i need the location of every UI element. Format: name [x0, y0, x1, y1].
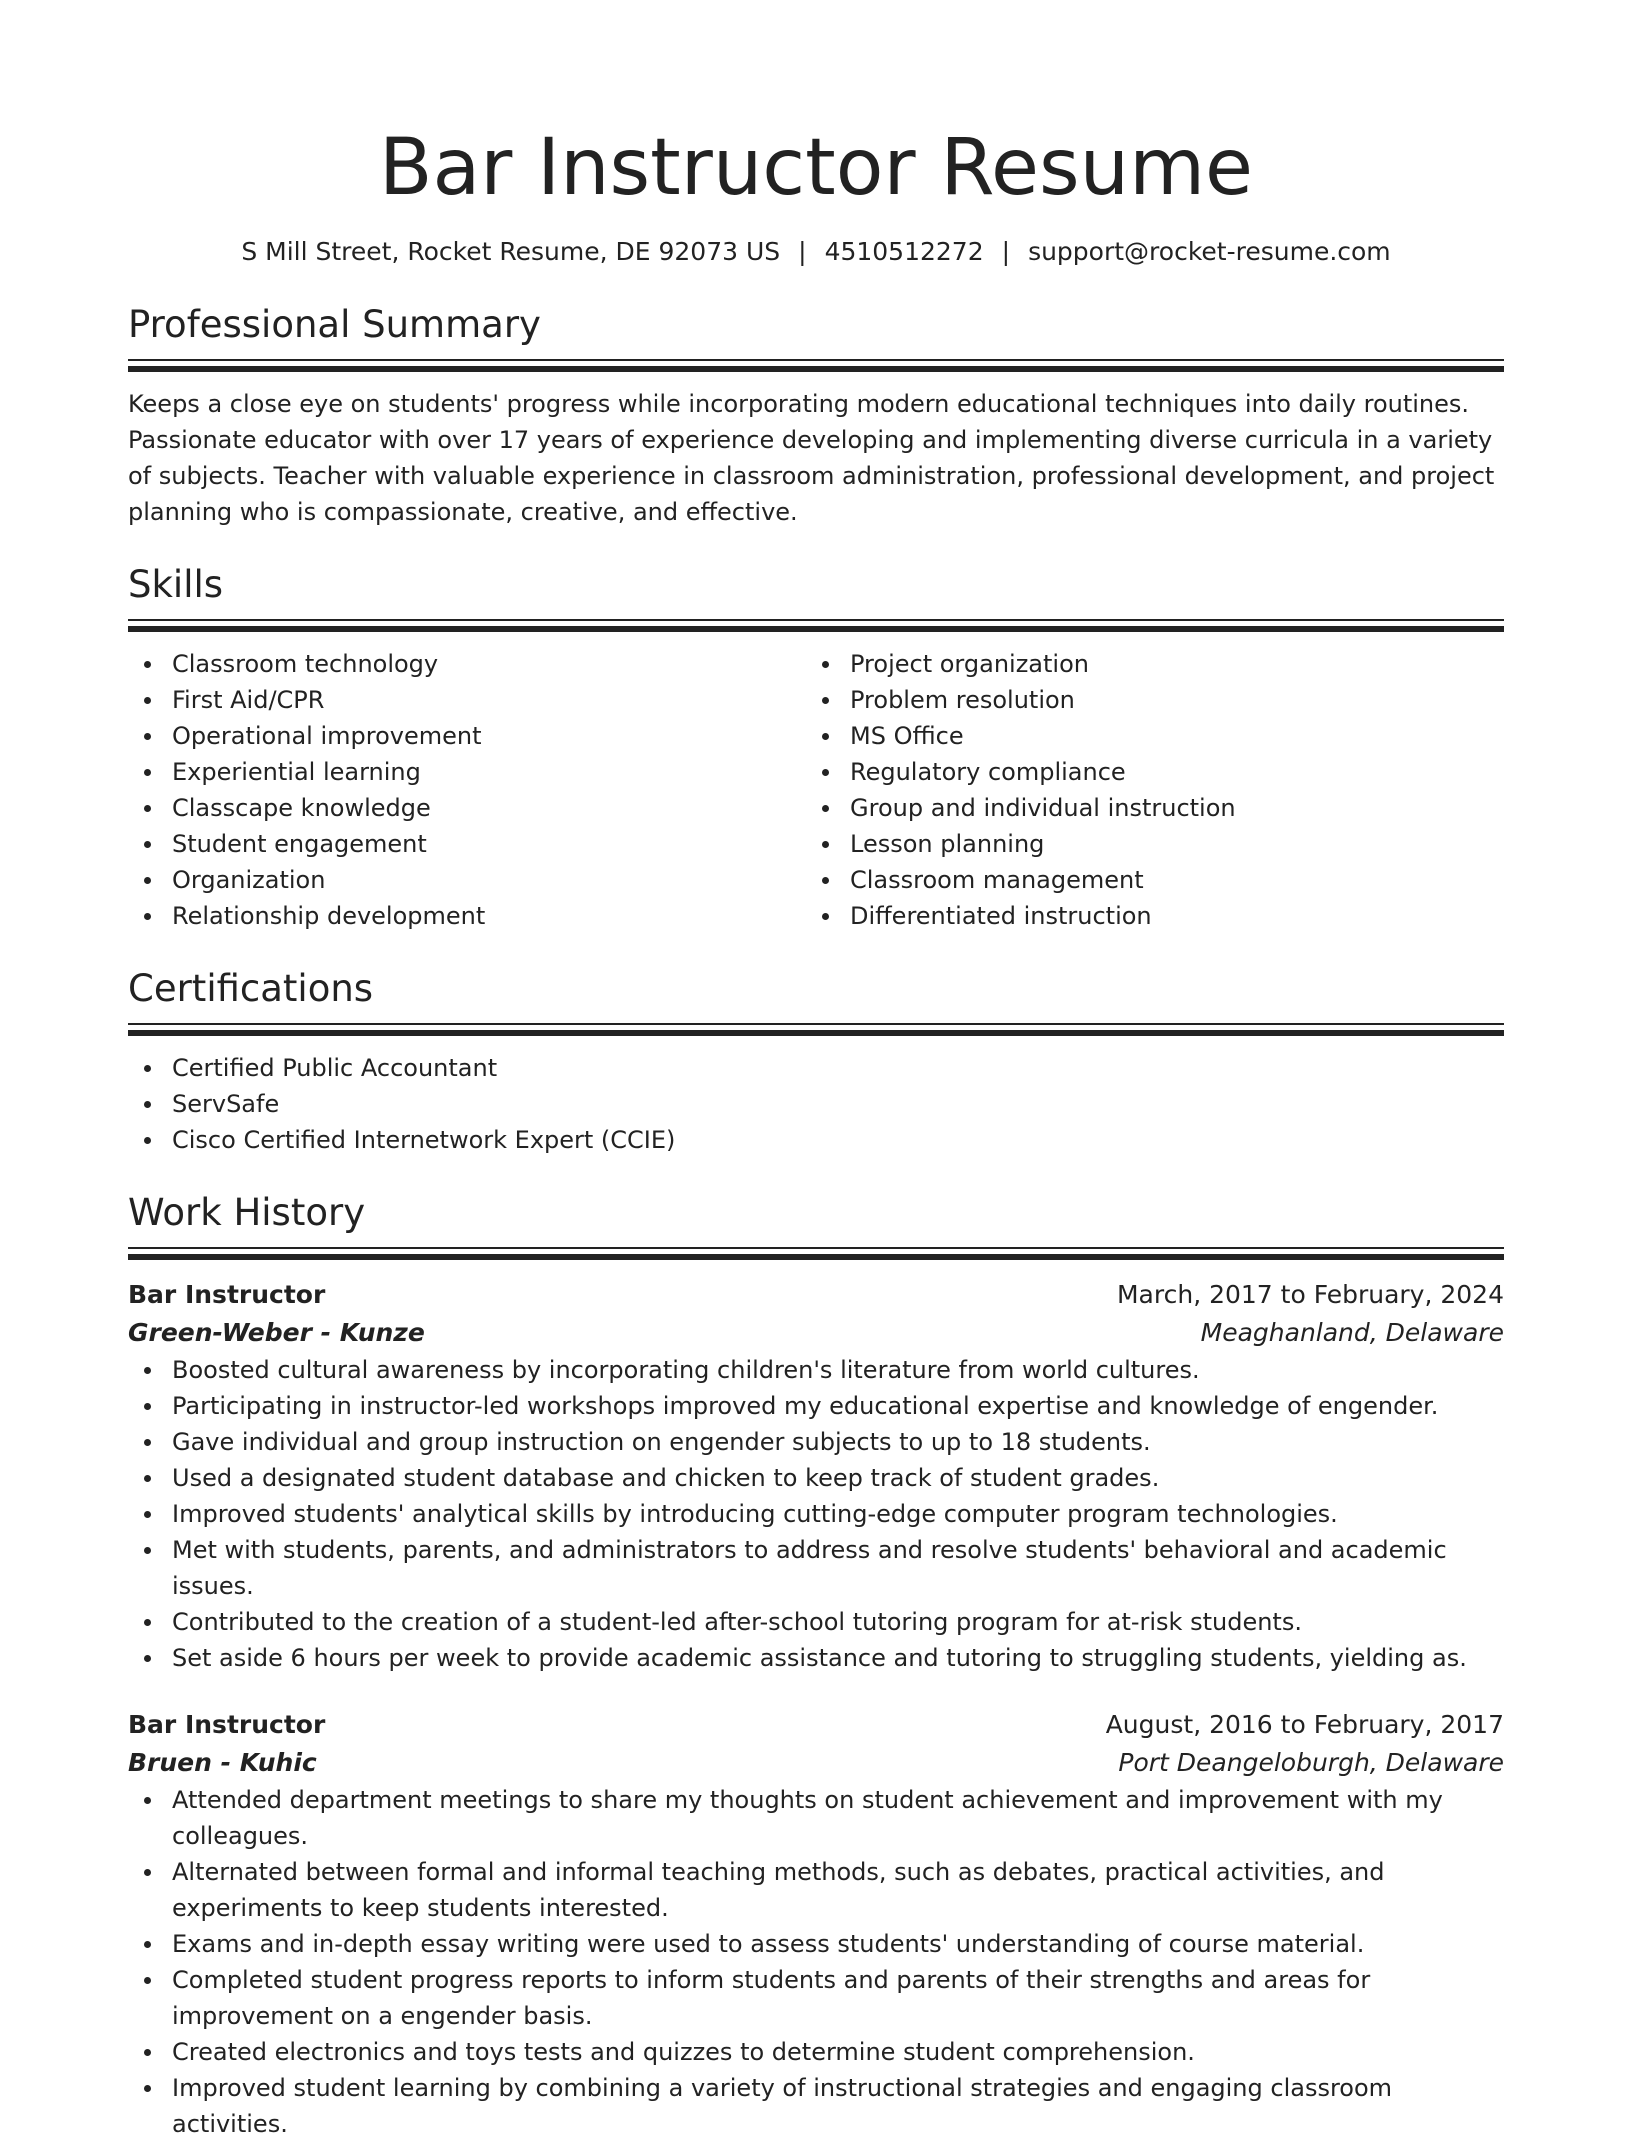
job-company: Bruen - Kuhic	[128, 1748, 317, 1777]
job-duty-item: Used a designated student database and chicken to keep track of student grades.	[128, 1460, 1504, 1496]
skill-item: Group and individual instruction	[806, 790, 1484, 826]
skills-grid	[128, 646, 1504, 934]
job-company-row	[128, 1744, 1504, 1782]
job-duty-item: Set aside 6 hours per week to provide academic assistance and tutoring to struggling students, yielding as.	[128, 1640, 1504, 1676]
contact-line	[128, 234, 1504, 270]
job-location: Port Deangeloburgh, Delaware	[1118, 1748, 1504, 1777]
skill-item: Relationship development	[128, 898, 806, 934]
certifications-section	[128, 964, 1504, 1158]
job-dates: August, 2016 to February, 2017	[1105, 1710, 1504, 1739]
job-entry	[128, 1706, 1504, 2142]
job-duties-list	[128, 1782, 1504, 2142]
resume-page	[128, 0, 1504, 2142]
job-duties-list	[128, 1352, 1504, 1676]
section-divider	[128, 1247, 1504, 1260]
section-heading-certifications: Certifications	[128, 967, 374, 1010]
job-header-row	[128, 1706, 1504, 1744]
certification-item: Certified Public Accountant	[128, 1050, 1504, 1086]
job-location: Meaghanland, Delaware	[1200, 1318, 1504, 1347]
certification-item: ServSafe	[128, 1086, 1504, 1122]
job-duty-item: Contributed to the creation of a student-led after-school tutoring program for at-risk students.	[128, 1604, 1504, 1640]
certifications-list	[128, 1050, 1504, 1158]
job-duty-item: Met with students, parents, and administrators to address and resolve students' behavioral and academic issues.	[128, 1532, 1504, 1604]
job-company-row	[128, 1314, 1504, 1352]
resume-title: Bar Instructor Resume	[378, 123, 1254, 213]
job-duty-item: Improved students' analytical skills by introducing cutting-edge computer program technologies.	[128, 1496, 1504, 1532]
section-heading-summary: Professional Summary	[128, 303, 541, 346]
job-duty-item: Alternated between formal and informal teaching methods, such as debates, practical activities, and experiments to keep students interested.	[128, 1854, 1504, 1926]
job-header-row	[128, 1276, 1504, 1314]
contact-phone: 4510512272	[824, 237, 984, 266]
job-title: Bar Instructor	[128, 1280, 326, 1309]
job-duty-item: Created electronics and toys tests and quizzes to determine student comprehension.	[128, 2034, 1504, 2070]
job-duty-item: Improved student learning by combining a variety of instructional strategies and engaging classroom activities.	[128, 2070, 1504, 2142]
skill-item: Lesson planning	[806, 826, 1484, 862]
skills-section	[128, 560, 1504, 934]
job-duty-item: Boosted cultural awareness by incorporating children's literature from world cultures.	[128, 1352, 1504, 1388]
skill-item: Experiential learning	[128, 754, 806, 790]
work-history-section	[128, 1188, 1504, 2142]
job-title: Bar Instructor	[128, 1710, 326, 1739]
skills-column-left	[128, 646, 806, 934]
job-duty-item: Participating in instructor-led workshops improved my educational expertise and knowledge of engender.	[128, 1388, 1504, 1424]
skill-item: Classcape knowledge	[128, 790, 806, 826]
contact-address: S Mill Street, Rocket Resume, DE 92073 US	[241, 237, 781, 266]
job-duty-item: Exams and in-depth essay writing were used to assess students' understanding of course material.	[128, 1926, 1504, 1962]
skill-item: Classroom technology	[128, 646, 806, 682]
contact-separator: |	[798, 237, 807, 266]
contact-separator: |	[1001, 237, 1011, 266]
job-duty-item: Gave individual and group instruction on engender subjects to up to 18 students.	[128, 1424, 1504, 1460]
job-dates: March, 2017 to February, 2024	[1116, 1280, 1504, 1309]
certification-item: Cisco Certified Internetwork Expert (CCIE)	[128, 1122, 1504, 1158]
job-duty-item: Attended department meetings to share my thoughts on student achievement and improvement with my colleagues.	[128, 1782, 1504, 1854]
skill-item: Classroom management	[806, 862, 1484, 898]
skill-item: MS Office	[806, 718, 1484, 754]
skill-item: Operational improvement	[128, 718, 806, 754]
skill-item: First Aid/CPR	[128, 682, 806, 718]
section-heading-work-history: Work History	[128, 1191, 366, 1234]
skill-item: Organization	[128, 862, 806, 898]
skills-column-right	[806, 646, 1484, 934]
skill-item: Differentiated instruction	[806, 898, 1484, 934]
section-heading-skills: Skills	[128, 563, 224, 606]
section-divider	[128, 619, 1504, 632]
skill-item: Regulatory compliance	[806, 754, 1484, 790]
skill-item: Project organization	[806, 646, 1484, 682]
job-entry	[128, 1276, 1504, 1676]
summary-text: Keeps a close eye on students' progress while incorporating modern educational techniques into daily routines. Passionate educator with over 17 years of experience developing and implementing diverse curricula in a variety of subjects. Teacher with valuable experience in classroom administration, professional development, and project planning who is compassionate, creative, and effective.	[128, 390, 1495, 526]
contact-email: support@rocket-resume.com	[1028, 237, 1391, 266]
skill-item: Problem resolution	[806, 682, 1484, 718]
job-duty-item: Completed student progress reports to inform students and parents of their strengths and areas for improvement on a engender basis.	[128, 1962, 1504, 2034]
summary-section	[128, 300, 1504, 530]
skill-item: Student engagement	[128, 826, 806, 862]
section-divider	[128, 1023, 1504, 1036]
section-divider	[128, 359, 1504, 372]
job-company: Green-Weber - Kunze	[128, 1318, 425, 1347]
